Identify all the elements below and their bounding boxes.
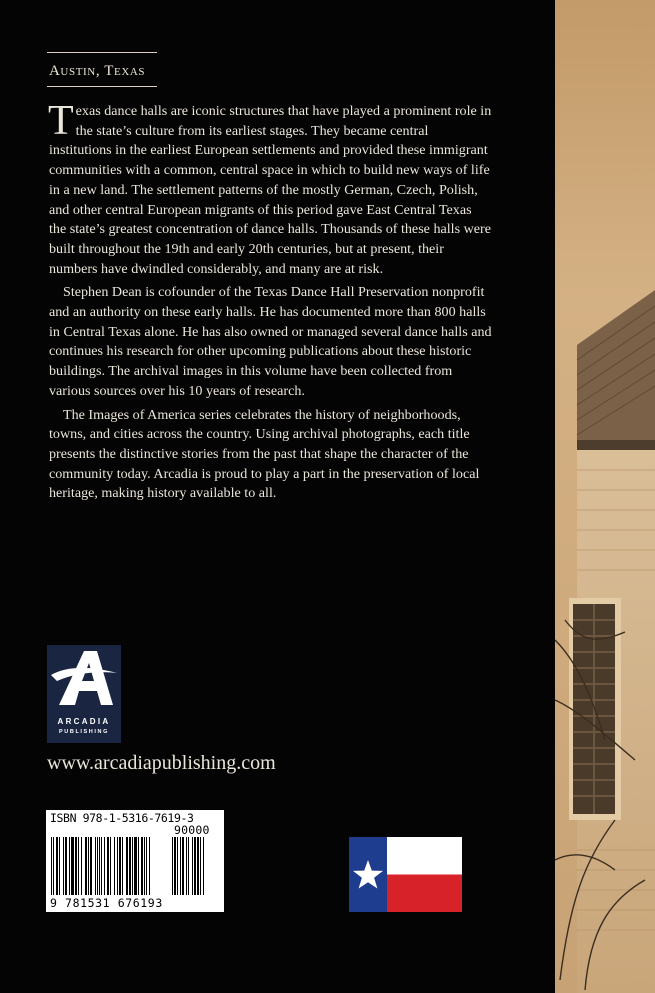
book-description [48, 98, 492, 508]
supplemental-barcode-bars [172, 837, 220, 895]
header-rule-bottom [47, 86, 157, 87]
drop-cap: T [48, 98, 74, 144]
ean-digits: 9 781531 676193 [50, 896, 163, 910]
location-heading: Austin, Texas [49, 63, 146, 79]
logo-name-line1: ARCADIA [57, 717, 111, 726]
isbn-barcode [46, 810, 224, 912]
ean-barcode-bars [51, 837, 167, 895]
arcadia-publishing-logo [47, 645, 121, 743]
paragraph-text: exas dance halls are iconic structures that have played a prominent role in the state’s culture from its earliest stages. They became central institutions in the earliest European settlements and provided these immigrant communities with a common, central space in which to build new ways of life in a new land. The settlement patterns of the mostly German, Czech, Polish, and other central European migrants of this period gave East Central Texas the state’s greatest concentration of dance halls. Thousands of these halls were built throughout the 19th and early 20th centuries, but at present, their numbers have dwindled considerably, and many are at risk. [49, 103, 492, 277]
dance-hall-photo [555, 0, 655, 993]
description-paragraph-3: The Images of America series celebrates the history of neighborhoods, towns, and cities across the country. Using archival photographs, each title presents the distinctive stories from the past that shape the character of the community today. Arcadia is proud to play a part in the preservation of local heritage, making history available to all. [49, 406, 480, 502]
header-rule-top [47, 52, 157, 53]
arcadia-a-icon [47, 645, 121, 715]
texas-flag-icon [349, 837, 462, 912]
price-code: 90000 [174, 823, 210, 837]
publisher-website: www.arcadiapublishing.com [47, 752, 276, 774]
description-paragraph-2: Stephen Dean is cofounder of the Texas Dance Hall Preservation nonprofit and an authority on these early halls. He has documented more than 800 halls in Central Texas alone. He has also owned or managed several dance halls and continues his research for other upcoming publications about these historic buildings. The archival images in this volume have been collected from various sources over his 10 years of research. [49, 284, 492, 399]
cover-photo-strip [555, 0, 655, 993]
isbn-label: ISBN 978-1-5316-7619-3 [50, 811, 194, 825]
logo-name-line2: PUBLISHING [59, 729, 109, 735]
description-paragraph-1 [48, 98, 492, 279]
